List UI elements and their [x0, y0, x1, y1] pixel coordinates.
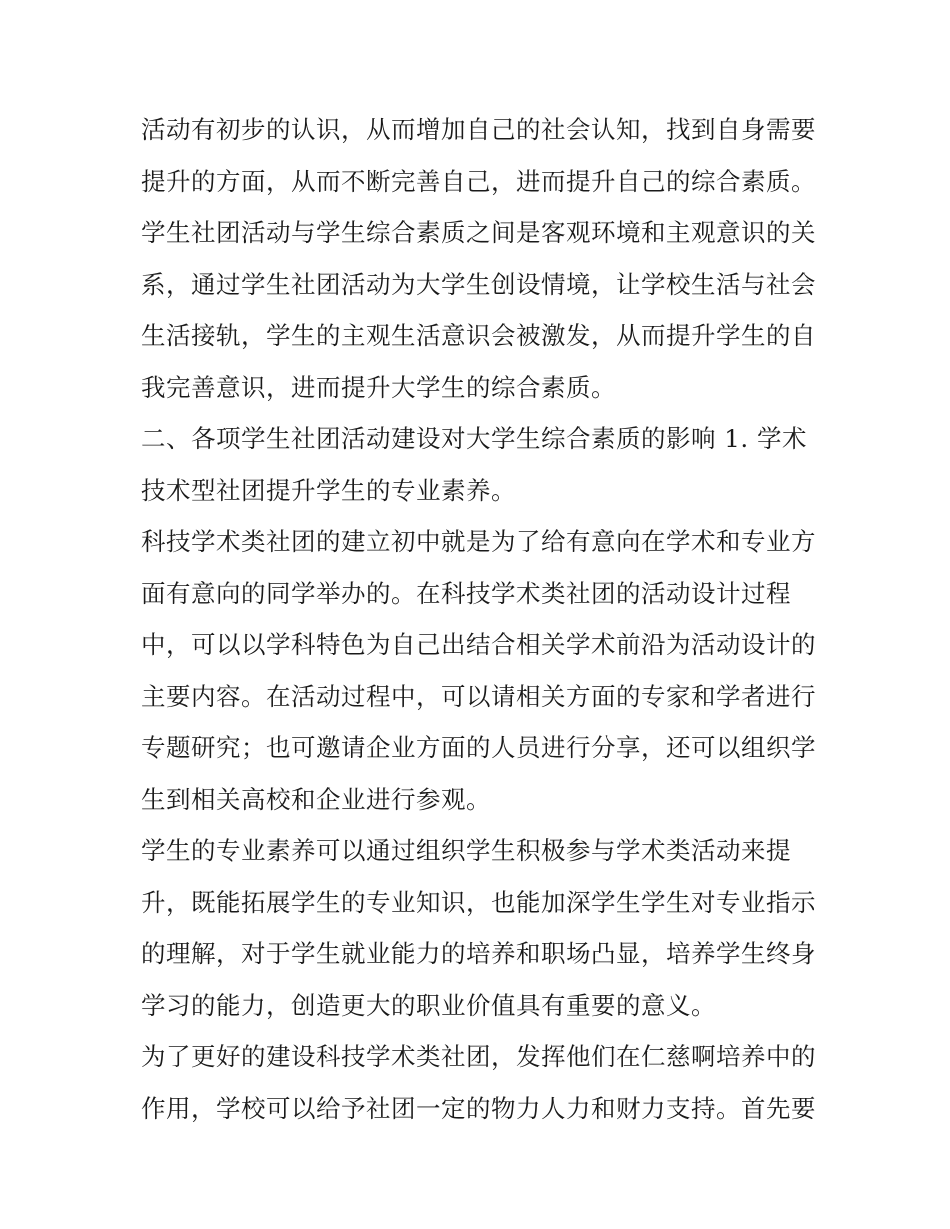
text-line: 系，通过学生社团活动为大学生创设情境，让学校生活与社会: [141, 269, 816, 299]
text-line: 面有意向的同学举办的。在科技学术类社团的活动设计过程: [141, 578, 791, 608]
text-line: 我完善意识，进而提升大学生的综合素质。: [141, 372, 616, 402]
text-line: 提升的方面，从而不断完善自己，进而提升自己的综合素质。: [141, 166, 816, 196]
document-body: [141, 104, 821, 1134]
text-line: 升，既能拓展学生的专业知识，也能加深学生学生对专业指示: [141, 887, 816, 917]
text-line: 学生的专业素养可以通过组织学生积极参与学术类活动来提: [141, 836, 791, 865]
text-line: 活动有初步的认识，从而增加自己的社会认知，找到自身需要: [141, 115, 816, 144]
text-line: 生活接轨，学生的主观生活意识会被激发，从而提升学生的自: [141, 321, 816, 350]
text-line: 主要内容。在活动过程中，可以请相关方面的专家和学者进行: [141, 681, 816, 711]
section-heading-line: 二、各项学生社团活动建设对大学生综合素质的影响 1. 学术: [141, 424, 807, 453]
text-line: 作用，学校可以给予社团一定的物力人力和财力支持。首先要: [141, 1093, 816, 1123]
section-heading-line: 技术型社团提升学生的专业素养。: [141, 475, 516, 505]
text-line: 中，可以以学科特色为自己出结合相关学术前沿为活动设计的: [141, 630, 816, 659]
text-line: 为了更好的建设科技学术类社团，发挥他们在仁慈啊培养中的: [141, 1042, 816, 1071]
text-line: 学生社团活动与学生综合素质之间是客观环境和主观意识的关: [141, 218, 816, 247]
text-line: 专题研究；也可邀请企业方面的人员进行分享，还可以组织学: [141, 733, 816, 762]
text-line: 科技学术类社团的建立初中就是为了给有意向在学术和专业方: [141, 527, 816, 556]
text-line: 生到相关高校和企业进行参观。: [141, 784, 491, 814]
text-line: 的理解，对于学生就业能力的培养和职场凸显，培养学生终身: [141, 939, 816, 968]
text-line: 学习的能力，创造更大的职业价值具有重要的意义。: [141, 990, 716, 1020]
